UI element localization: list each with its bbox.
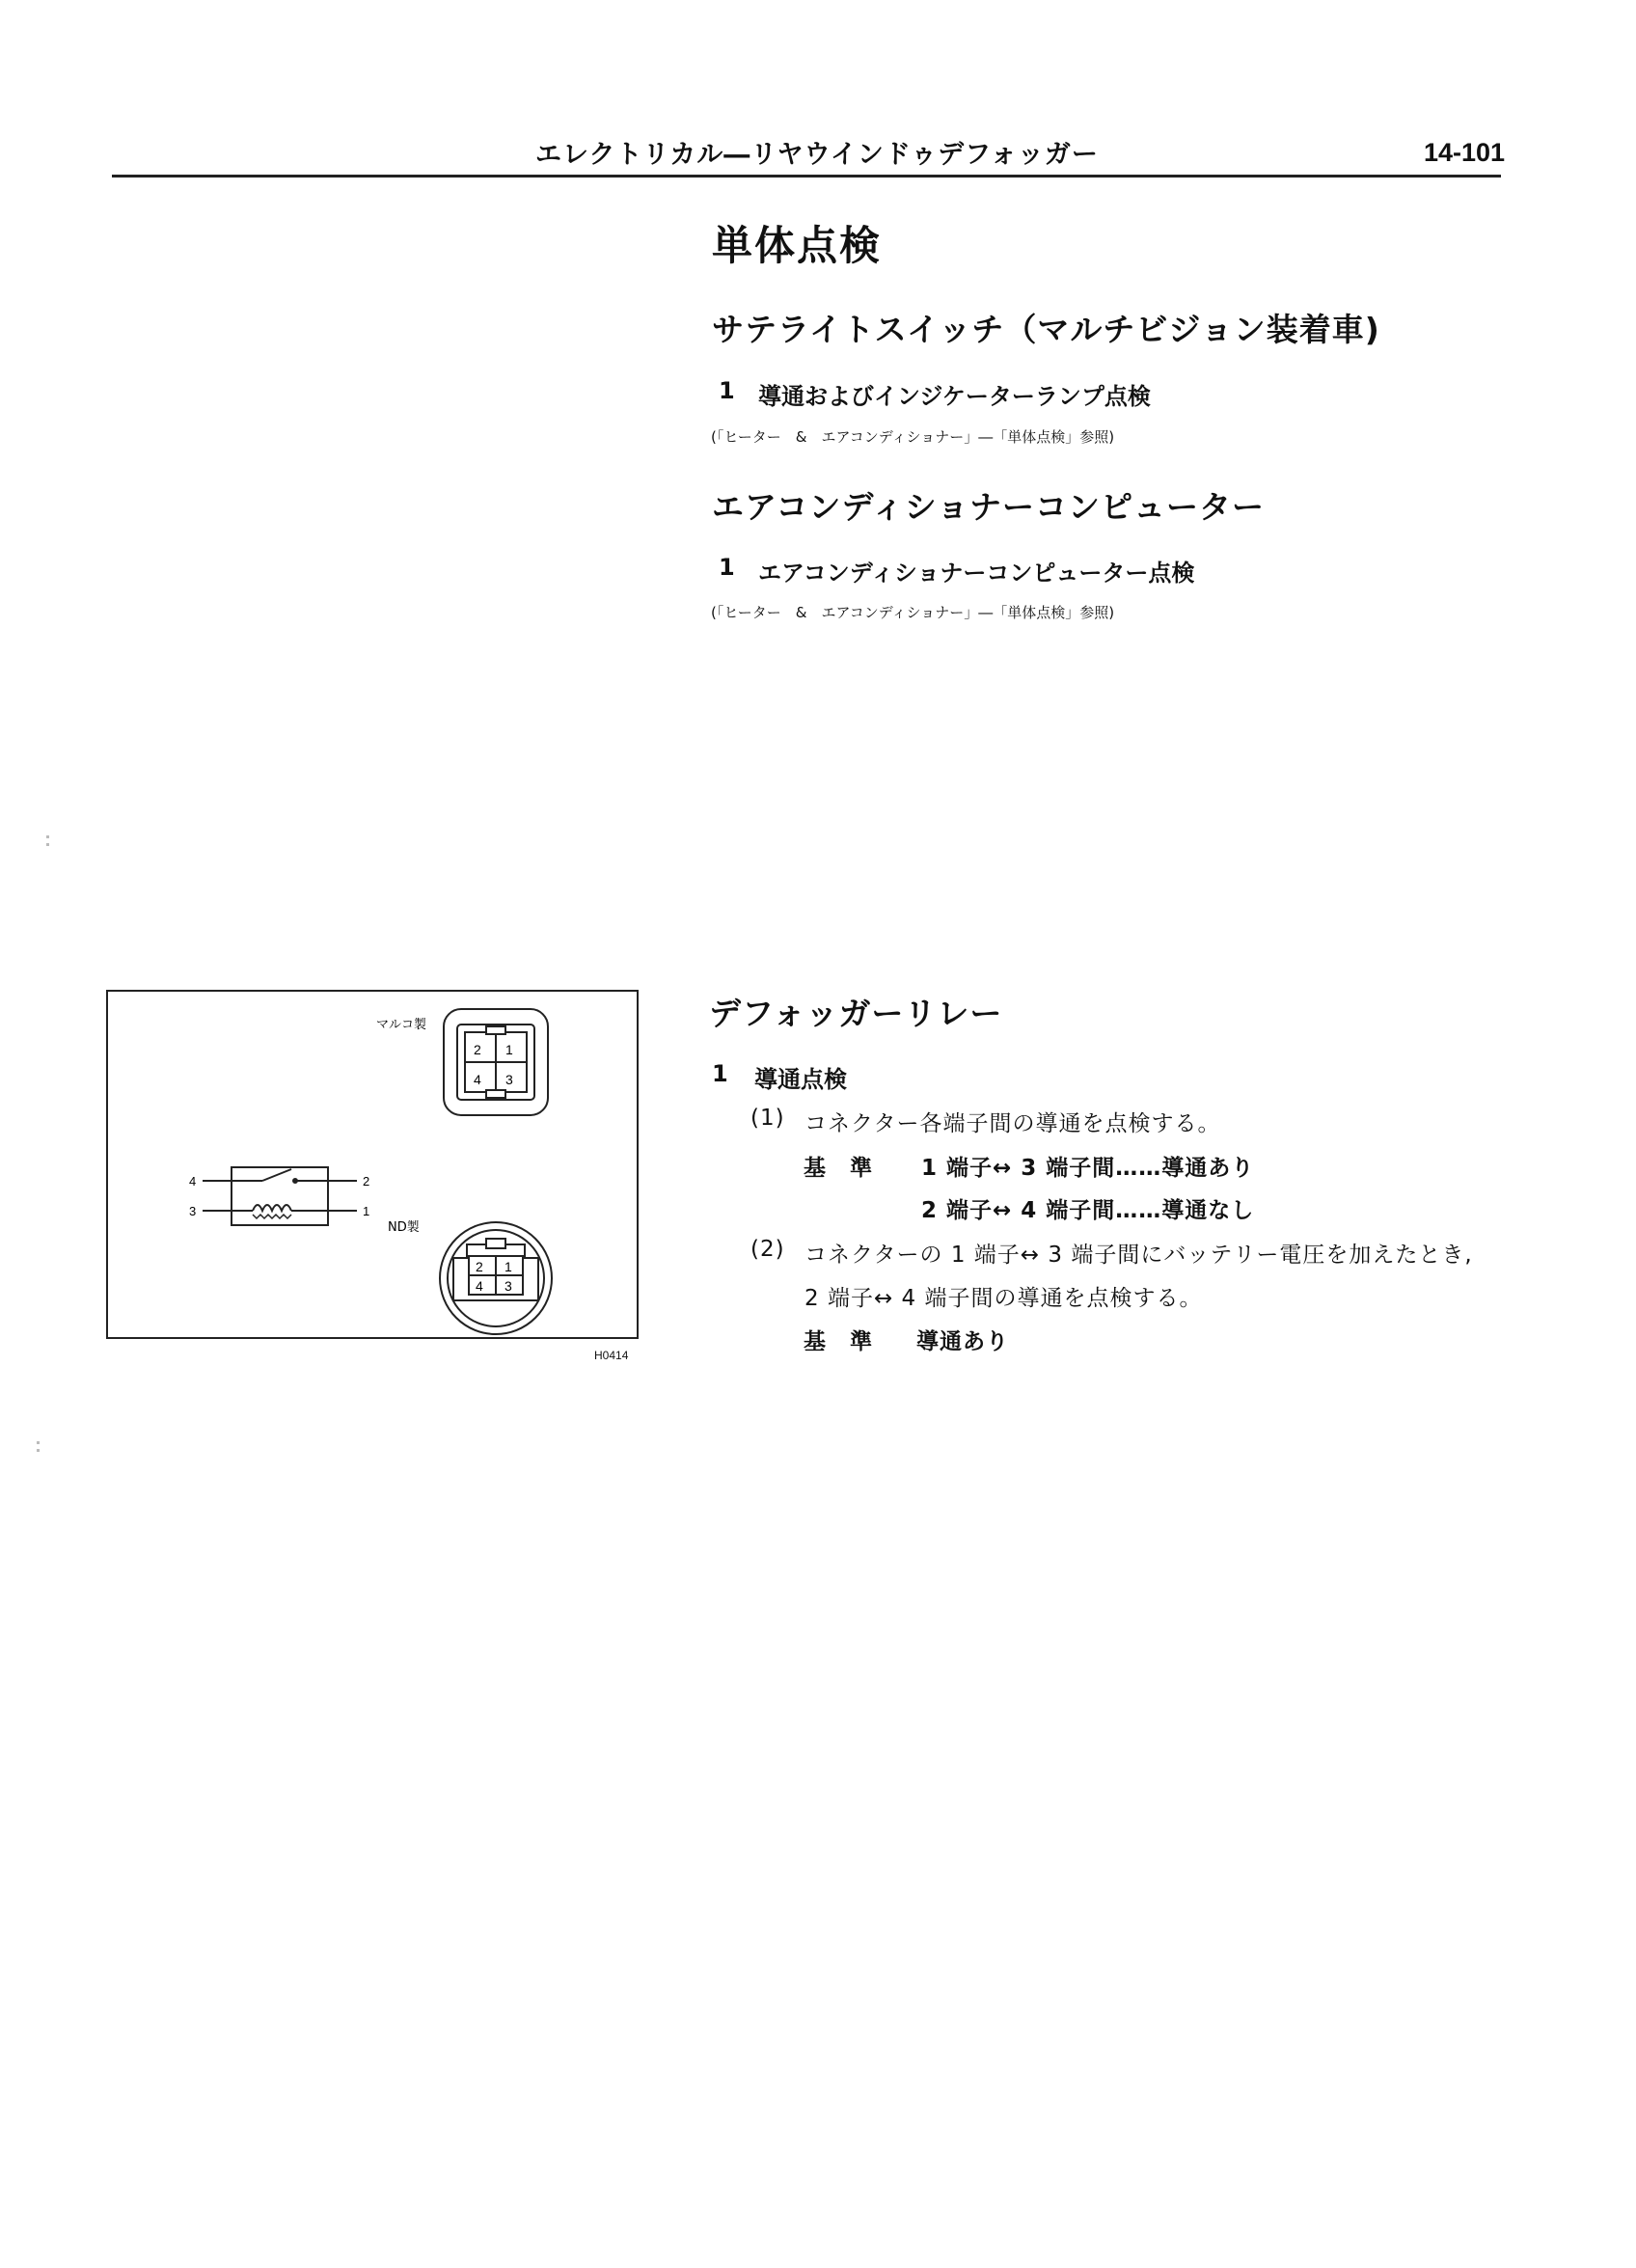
relay-schematic — [203, 1167, 357, 1225]
satellite-note: (「ヒーター & エアコンディショナー」―「単体点検」参照) — [711, 428, 1115, 446]
nd-pin-2: 2 — [476, 1259, 483, 1274]
step1-number: (1) — [750, 1106, 785, 1131]
standard-line-2: 2 端子↔ 4 端子間……導通なし — [921, 1198, 1255, 1223]
step1-text: コネクター各端子間の導通を点検する。 — [804, 1111, 1221, 1136]
page-number: 14-101 — [1424, 138, 1506, 167]
step2-line-2: 2 端子↔ 4 端子間の導通を点検する。 — [804, 1286, 1203, 1311]
maruko-pin-1: 1 — [505, 1042, 513, 1057]
satellite-switch-heading: サテライトスイッチ（マルチビジョン装着車) — [712, 311, 1380, 348]
standard-label-1: 基 準 — [804, 1156, 873, 1181]
figure-code: H0414 — [594, 1349, 629, 1362]
header-rule — [112, 175, 1501, 178]
standard-label-2: 基 準 — [804, 1329, 873, 1354]
nd-pin-3: 3 — [504, 1278, 512, 1294]
relay-diagram — [106, 990, 639, 1339]
scan-speck — [46, 835, 49, 838]
scan-speck — [37, 1441, 40, 1444]
section-title: 単体点検 — [712, 222, 883, 269]
step2-line-1: コネクターの 1 端子↔ 3 端子間にバッテリー電圧を加えたとき, — [804, 1243, 1473, 1268]
maruko-pin-4: 4 — [474, 1072, 481, 1087]
maruko-pin-2: 2 — [474, 1042, 481, 1057]
relay-diagram-svg — [108, 992, 637, 1337]
step2-number: (2) — [750, 1237, 785, 1262]
defogger-relay-heading: デフォッガーリレー — [709, 995, 1003, 1032]
relay-pin-1: 1 — [363, 1204, 370, 1218]
relay-item-number: 1 — [712, 1060, 728, 1087]
maruko-pin-3: 3 — [505, 1072, 513, 1087]
ac-item-text: エアコンディショナーコンピューター点検 — [758, 560, 1195, 587]
standard-line-1: 1 端子↔ 3 端子間……導通あり — [921, 1156, 1255, 1181]
standard-line-3: 導通あり — [916, 1329, 1009, 1354]
nd-pin-4: 4 — [476, 1278, 483, 1294]
relay-pin-4: 4 — [189, 1174, 197, 1189]
relay-pin-2: 2 — [363, 1174, 370, 1189]
scan-speck — [46, 843, 49, 846]
nd-connector — [440, 1222, 552, 1334]
relay-pin-3: 3 — [189, 1204, 197, 1218]
header-title: エレクトリカル―リヤウインドゥデフォッガー — [535, 140, 1099, 170]
satellite-item-text: 導通およびインジケーターランプ点検 — [758, 383, 1151, 410]
nd-pin-1: 1 — [504, 1259, 512, 1274]
ac-note: (「ヒーター & エアコンディショナー」―「単体点検」参照) — [711, 604, 1115, 621]
maruko-connector — [444, 1009, 548, 1115]
nd-label: ND製 — [388, 1220, 420, 1235]
maruko-label: マルコ製 — [376, 1018, 427, 1032]
ac-computer-heading: エアコンディショナーコンピューター — [712, 488, 1266, 526]
ac-item-number: 1 — [719, 554, 735, 581]
scan-speck — [37, 1449, 40, 1452]
satellite-item-number: 1 — [719, 377, 735, 404]
relay-item-text: 導通点検 — [754, 1066, 847, 1093]
